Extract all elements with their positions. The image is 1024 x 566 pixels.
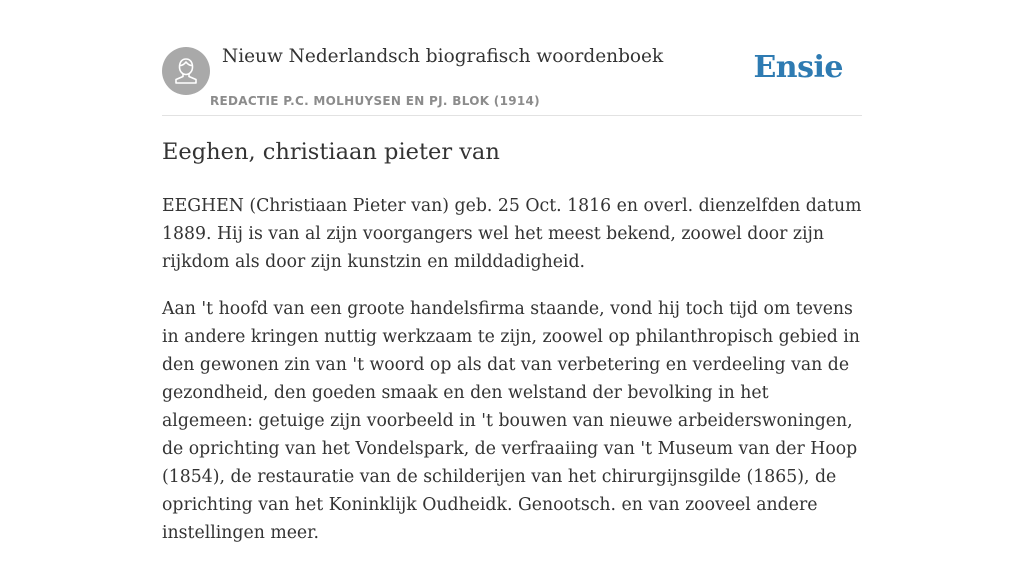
entry-body [162, 192, 862, 566]
entry-paragraph: EEGHEN (Christiaan Pieter van) geb. 25 Oct. 1816 en overl. dienzelfden datum 1889. Hij is van al zijn voorgangers wel het meest bekend, zoowel door zijn rijkdom als door zijn kunstzin en milddadigheid. [162, 196, 862, 272]
entry-paragraph: Aan 't hoofd van een groote handelsfirma staande, vond hij toch tijd om tevens in andere kringen nuttig werkzaam te zijn, zoowel op philanthropisch gebied in den gewonen zin van 't woord op als dat van verbetering en verdeeling van de gezondheid, den goeden smaak en den welstand der bevolking in het algemeen: getuige zijn voorbeeld in 't bouwen van nieuwe arbeiderswoningen, de oprichting van het Vondelspark, de verfraaiing van 't Museum van der Hoop (1854), de restauratie van de schilderijen van het chirurgijnsgilde (1865), de oprichting van het Koninklijk Oudheidk. Genootsch. en van zooveel andere instellingen meer. [162, 299, 860, 543]
entry-title: Eeghen, christiaan pieter van [162, 139, 500, 165]
editors-caption: REDACTIE P.C. MOLHUYSEN EN PJ. BLOK (1914) [210, 94, 540, 108]
book-title[interactable]: Nieuw Nederlandsch biografisch woordenboek [222, 46, 664, 67]
brand-logo[interactable]: Ensie [753, 50, 843, 85]
source-header [162, 40, 862, 116]
user-placeholder-icon [162, 47, 210, 95]
